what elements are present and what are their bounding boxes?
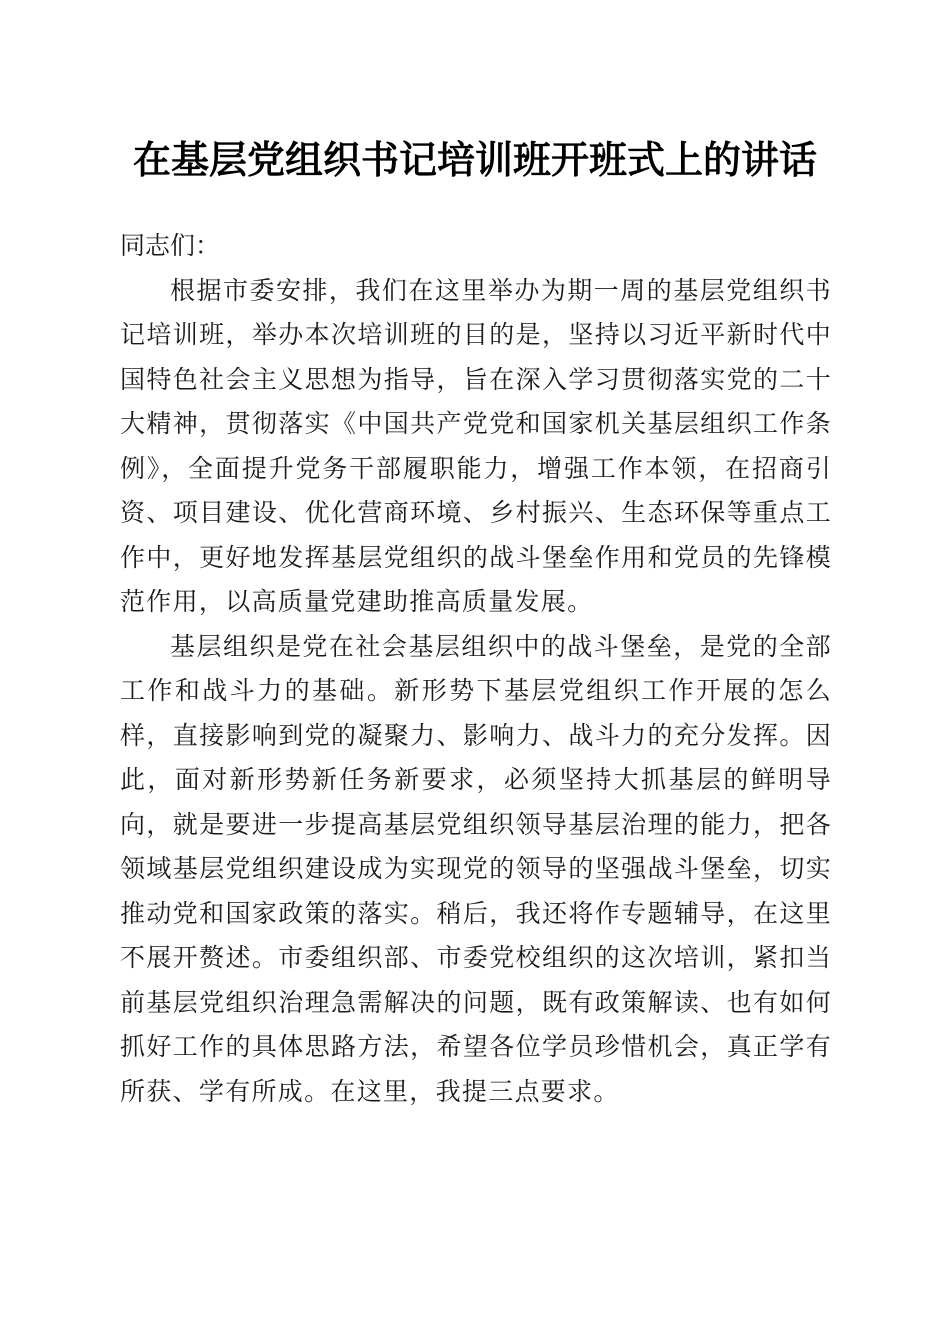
paragraph-1: 根据市委安排，我们在这里举办为期一周的基层党组织书记培训班，举办本次培训班的目的是，坚持以习近平新时代中国特色社会主义思想为指导，旨在深入学习贯彻落实党的二十大精神，贯彻落实《中国共产党党和国家机关基层组织工作条例》，全面提升党务干部履职能力，增强工作本领，在招商引资、项目建设、优化营商环境、乡村振兴、生态环保等重点工作中，更好地发挥基层党组织的战斗堡垒作用和党员的先锋模范作用，以高质量党建助推高质量发展。	[120, 275, 832, 616]
document-body	[120, 224, 832, 1114]
salutation: 同志们：	[120, 231, 221, 260]
paragraph-2: 基层组织是党在社会基层组织中的战斗堡垒，是党的全部工作和战斗力的基础。新形势下基层党组织工作开展的怎么样，直接影响到党的凝聚力、影响力、战斗力的充分发挥。因此，面对新形势新任务新要求，必须坚持大抓基层的鲜明导向，就是要进一步提高基层党组织领导基层治理的能力，把各领域基层党组织建设成为实现党的领导的坚强战斗堡垒，切实推动党和国家政策的落实。稍后，我还将作专题辅导，在这里不展开赘述。市委组织部、市委党校组织的这次培训，紧扣当前基层党组织治理急需解决的问题，既有政策解读、也有如何抓好工作的具体思路方法，希望各位学员珍惜机会，真正学有所获、学有所成。在这里，我提三点要求。	[120, 631, 832, 1106]
document-title: 在基层党组织书记培训班开班式上的讲话	[132, 137, 817, 182]
